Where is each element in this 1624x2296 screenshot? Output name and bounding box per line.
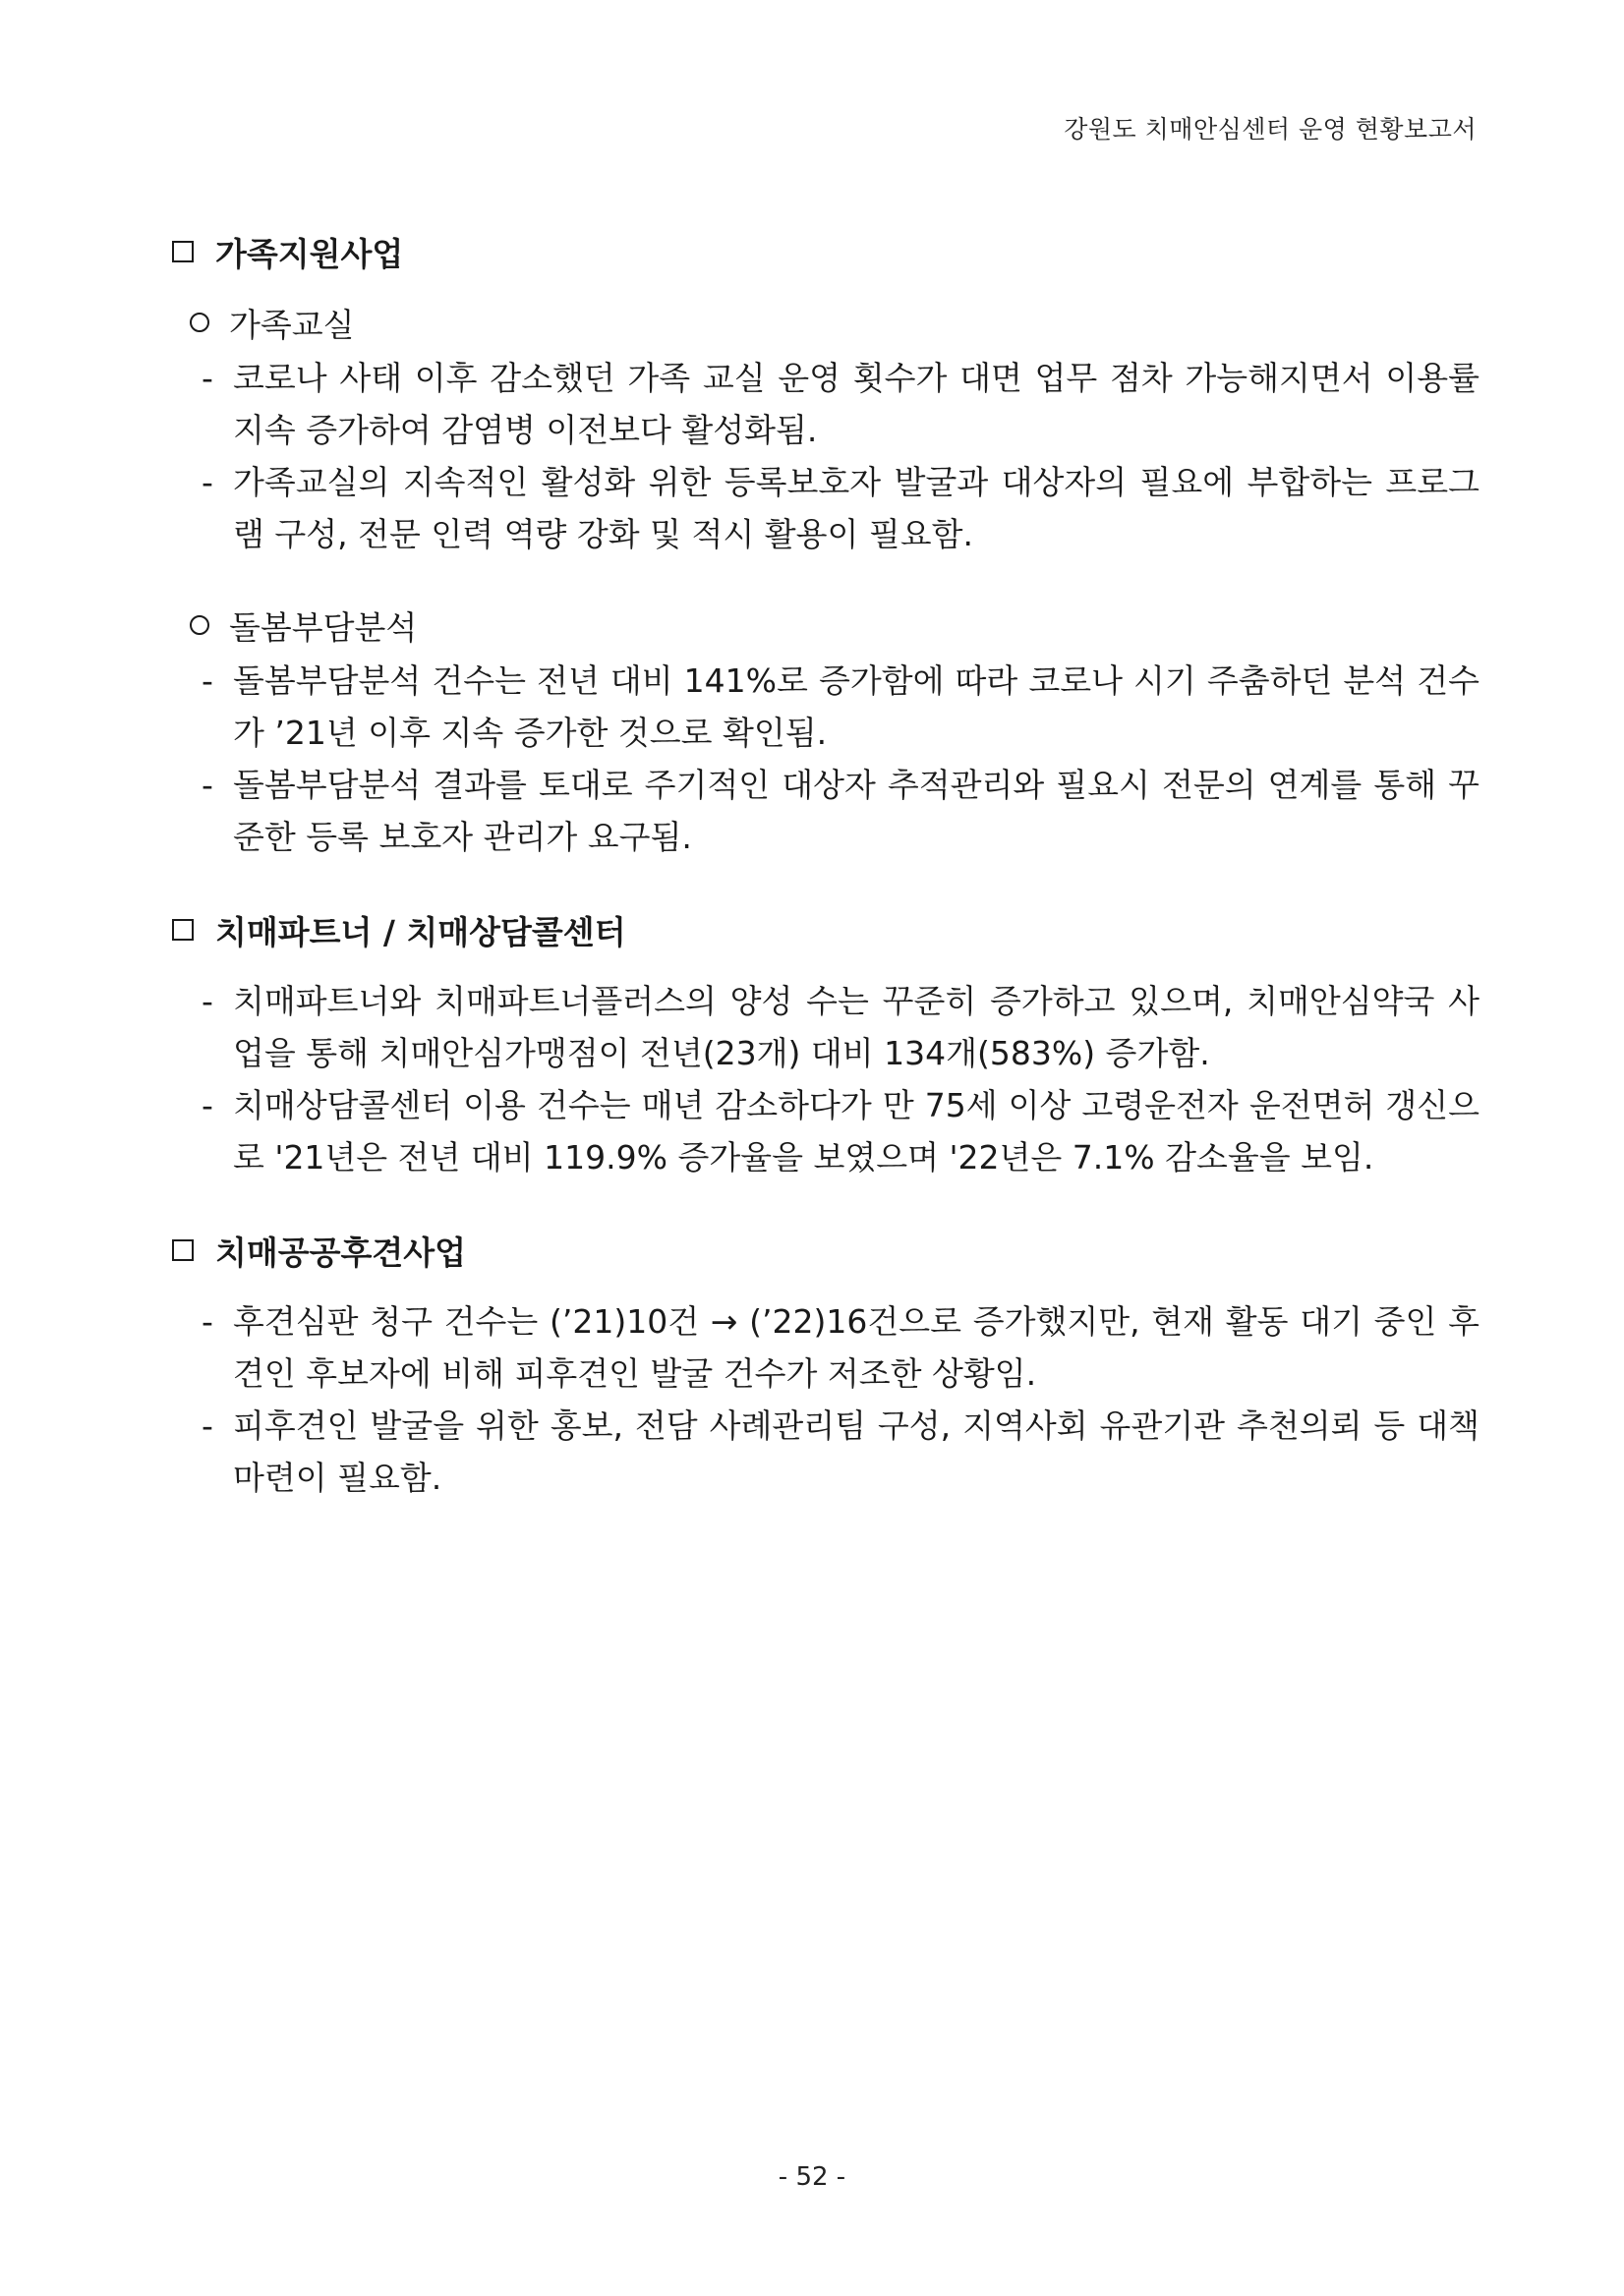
- page-header: 강원도 치매안심센터 운영 현황보고서: [1064, 115, 1477, 144]
- list-item-text: 치매상담콜센터 이용 건수는 매년 감소하다가 만 75세 이상 고령운전자 운전면허 갱신으로 '21년은 전년 대비 119.9% 증가율을 보였으며 '22년은 7.1% 감소율을 보임.: [233, 1086, 1479, 1177]
- section-title-text: 가족지원사업: [215, 234, 404, 273]
- dash-icon: -: [202, 661, 213, 700]
- dash-icon: -: [202, 1086, 213, 1124]
- subsection-care-burden: [172, 600, 1479, 863]
- subsection-family-class: [172, 297, 1479, 560]
- list-item: [202, 655, 1479, 759]
- square-bullet-icon: [172, 1239, 194, 1261]
- circle-bullet-icon: [190, 615, 209, 635]
- section-dementia-partner: [172, 904, 1479, 1183]
- list-item: [202, 975, 1479, 1079]
- square-bullet-icon: [172, 241, 194, 262]
- list-item-text: 코로나 사태 이후 감소했던 가족 교실 운영 횟수가 대면 업무 점차 가능해지면서 이용률 지속 증가하여 감염병 이전보다 활성화됨.: [233, 359, 1479, 449]
- section-public-guardianship: [172, 1225, 1479, 1504]
- list-item-text: 가족교실의 지속적인 활성화 위한 등록보호자 발굴과 대상자의 필요에 부합하는 프로그램 구성, 전문 인력 역량 강화 및 적시 활용이 필요함.: [233, 463, 1479, 553]
- list-item-text: 돌봄부담분석 건수는 전년 대비 141%로 증가함에 따라 코로나 시기 주춤하던 분석 건수가 ’21년 이후 지속 증가한 것으로 확인됨.: [233, 661, 1479, 752]
- list-item: [202, 1295, 1479, 1400]
- section-title: [172, 904, 1479, 955]
- subsection-title: [190, 600, 1479, 651]
- list-item: [202, 1400, 1479, 1504]
- square-bullet-icon: [172, 919, 194, 941]
- list-item: [202, 456, 1479, 560]
- subsection-title-text: 돌봄부담분석: [229, 607, 418, 647]
- section-title: [172, 1225, 1479, 1276]
- section-title-text: 치매파트너 / 치매상담콜센터: [215, 912, 626, 951]
- subsection-title: [190, 297, 1479, 348]
- dash-icon: -: [202, 982, 213, 1020]
- page-number: - 52 -: [778, 2162, 846, 2192]
- section-title-text: 치매공공후견사업: [215, 1233, 467, 1272]
- list-item: [202, 352, 1479, 456]
- list-item: [202, 1079, 1479, 1183]
- list-item-text: 치매파트너와 치매파트너플러스의 양성 수는 꾸준히 증가하고 있으며, 치매안심약국 사업을 통해 치매안심가맹점이 전년(23개) 대비 134개(583%) 증가함.: [233, 982, 1479, 1072]
- dash-icon: -: [202, 1406, 213, 1445]
- dash-icon: -: [202, 1302, 213, 1341]
- section-family-support: [172, 226, 1479, 863]
- dash-icon: -: [202, 463, 213, 501]
- list-item-text: 후견심판 청구 건수는 (’21)10건 → (’22)16건으로 증가했지만, 현재 활동 대기 중인 후견인 후보자에 비해 피후견인 발굴 건수가 저조한 상황임.: [233, 1302, 1479, 1393]
- section-title: [172, 226, 1479, 277]
- circle-bullet-icon: [190, 313, 209, 332]
- list-item-text: 돌봄부담분석 결과를 토대로 주기적인 대상자 추적관리와 필요시 전문의 연계를 통해 꾸준한 등록 보호자 관리가 요구됨.: [233, 766, 1479, 856]
- subsection-title-text: 가족교실: [229, 305, 355, 344]
- document-body: [172, 226, 1479, 1545]
- dash-icon: -: [202, 766, 213, 804]
- list-item: [202, 759, 1479, 863]
- dash-icon: -: [202, 359, 213, 397]
- list-item-text: 피후견인 발굴을 위한 홍보, 전담 사례관리팀 구성, 지역사회 유관기관 추천의뢰 등 대책 마련이 필요함.: [233, 1406, 1479, 1497]
